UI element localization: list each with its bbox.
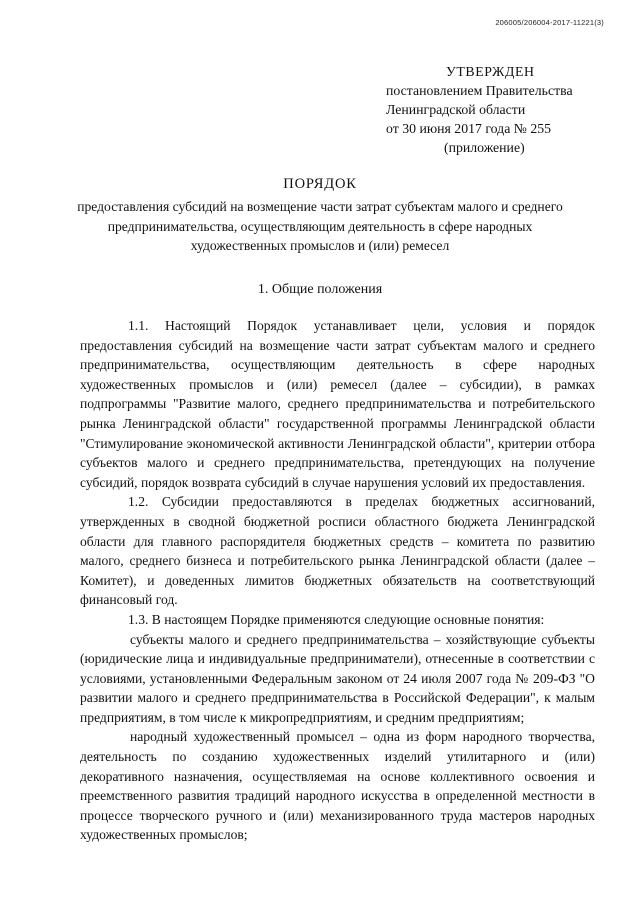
approval-line-4: (приложение) <box>444 140 525 155</box>
approval-title: УТВЕРЖДЕН <box>446 64 535 79</box>
document-title: ПОРЯДОК <box>283 176 357 192</box>
approval-line-2: Ленинградской области <box>386 102 526 117</box>
approval-line-3: от 30 июня 2017 года № 255 <box>386 121 552 136</box>
approval-stamp <box>386 62 616 157</box>
paragraph-1-2: 1.2. Субсидии предоставляются в пределах бюджетных ассигнований, утвержденных в сводной бюджетной росписи областного бюджета Ленинградской области для главного распорядителя бюджетных средств – комитета по развитию малого, среднего бизнеса и потребительского рынка Ленинградской области (далее – Комитет), и доведенных лимитов бюджетных обязательств на соответствующий финансовый год. <box>80 494 595 608</box>
document-subtitle: предоставления субсидий на возмещение части затрат субъектам малого и среднего предпринимательства, осуществляющим деятельность в сфере народных художественных промыслов и (или) ремесел <box>77 199 563 253</box>
section-heading: 1. Общие положения <box>257 282 383 297</box>
definition-folk-craft: народный художественный промысел – одна из форм народного творчества, деятельность по созданию художественных изделий утилитарного и (или) декоративного назначения, осуществляемая на основе коллективного освоения и преемственного развития традиций народного искусства в определенной местности в процессе творческого ручного и (или) механизированного труда мастеров народных художественных промыслов; <box>80 729 595 843</box>
paragraph-1-3: 1.3. В настоящем Порядке применяются следующие основные понятия: <box>128 611 545 627</box>
document-body <box>80 316 595 845</box>
approval-line-1: постановлением Правительства <box>386 83 573 98</box>
definition-smb: субъекты малого и среднего предпринимательства – хозяйствующие субъекты (юридические лица и индивидуальные предприниматели), отнесенные в соответствии с условиями, установленными Федеральным законом от 24 июля 2007 года № 209-ФЗ "О развитии малого и среднего предпринимательства в Российской Федерации", к малым предприятиям, в том числе к микропредприятиям, и средним предприятиям; <box>80 631 595 725</box>
document-id: 206005/206004-2017-11221(3) <box>495 18 604 27</box>
paragraph-1-1: 1.1. Настоящий Порядок устанавливает цели, условия и порядок предоставления субсидий на возмещение части затрат субъектам малого и среднего предпринимательства, осуществляющим деятельность в сфере народных художественных промыслов и (или) ремесел (далее – субсидии), в рамках подпрограммы "Развитие малого, среднего предпринимательства и потребительского рынка Ленинградской области" государственной программы Ленинградской области "Стимулирование экономической активности Ленинградской области", критерии отбора субъектов малого и среднего предпринимательства, претендующих на получение субсидий, порядок возврата субсидий в случае нарушения условий их предоставления. <box>80 318 595 490</box>
